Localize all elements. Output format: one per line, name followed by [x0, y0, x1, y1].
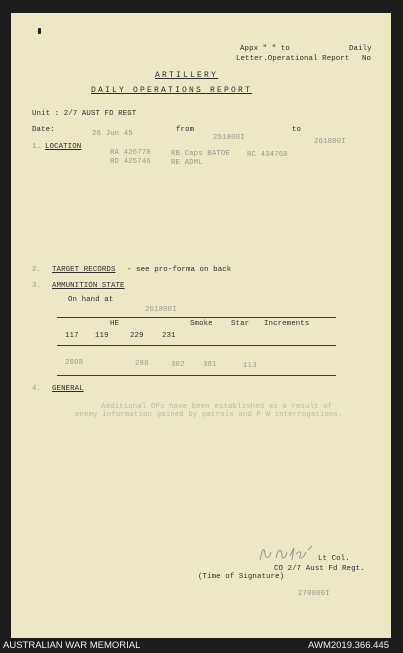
footer-institution: AUSTRALIAN WAR MEMORIAL	[3, 640, 141, 651]
ammo-cell: 286	[135, 360, 149, 368]
on-hand-value: 261800I	[145, 306, 177, 314]
letter-label: Letter.Operational Report	[236, 55, 350, 63]
to-label: to	[292, 126, 302, 134]
location-label: LOCATION	[45, 143, 82, 151]
general-text-line-1: Additional OPs have been established as a result of	[101, 403, 333, 411]
signature-co: CO 2/7 Aust Fd Regt.	[274, 565, 365, 573]
ammo-cell: 2008	[65, 359, 84, 367]
report-no-label: No	[362, 55, 372, 63]
location-ra: RA 426770	[110, 149, 151, 157]
date-label: Date:	[32, 126, 55, 134]
target-records-text: - see pro-forma on back	[127, 266, 232, 274]
binder-mark	[38, 28, 41, 34]
date-value: 26 Jun 45	[92, 130, 133, 138]
section-2-number: 2.	[32, 266, 42, 274]
from-value: 251800I	[213, 134, 245, 142]
section-3-number: 3.	[32, 282, 42, 290]
ammo-cell: 381	[203, 361, 217, 369]
time-of-signature-label: (Time of Signature)	[198, 573, 285, 581]
col-he: HE	[110, 320, 120, 328]
time-of-signature-value: 270800I	[298, 590, 330, 598]
location-rc: RC 434760	[247, 151, 288, 159]
ammo-cell: 302	[171, 361, 185, 369]
general-label: GENERAL	[52, 385, 84, 393]
ammo-cell: 119	[95, 332, 109, 340]
table-bottom-rule	[57, 375, 336, 376]
col-star: Star	[231, 320, 250, 328]
general-text-line-2: enemy information gained by patrols and P W interrogations.	[75, 411, 343, 419]
table-top-rule	[57, 317, 336, 318]
section-1-number: 1.	[32, 143, 42, 151]
footer-accession-number: AWM2019.366.445	[308, 640, 389, 651]
location-rb: RB Caps BATOE	[171, 150, 230, 158]
to-value: 261800I	[314, 138, 346, 146]
handwritten-signature	[256, 538, 318, 568]
from-label: from	[176, 126, 195, 134]
on-hand-label: On hand at	[68, 296, 114, 304]
target-records-label: TARGET RECORDS	[52, 266, 116, 274]
ammunition-state-label: AMMUNITION STATE	[52, 282, 125, 290]
table-mid-rule	[57, 345, 336, 346]
ammo-cell: 113	[243, 362, 257, 370]
ammo-cell: 231	[162, 332, 176, 340]
col-increments: Increments	[264, 320, 310, 328]
appx-label: Appx " " to	[240, 45, 290, 53]
section-4-number: 4.	[32, 385, 42, 393]
ammo-cell: 117	[65, 332, 79, 340]
location-re: RE ADML	[171, 159, 203, 167]
signature-rank: Lt Col.	[318, 555, 350, 563]
unit-line: Unit : 2/7 AUST FD REGT	[32, 110, 137, 118]
location-rd: RD 425746	[110, 158, 151, 166]
page-title: ARTILLERY	[155, 71, 219, 80]
daily-label: Daily	[349, 45, 372, 53]
ammo-cell: 229	[130, 332, 144, 340]
col-smoke: Smoke	[190, 320, 213, 328]
page-subtitle: DAILY OPERATIONS REPORT	[91, 86, 253, 95]
